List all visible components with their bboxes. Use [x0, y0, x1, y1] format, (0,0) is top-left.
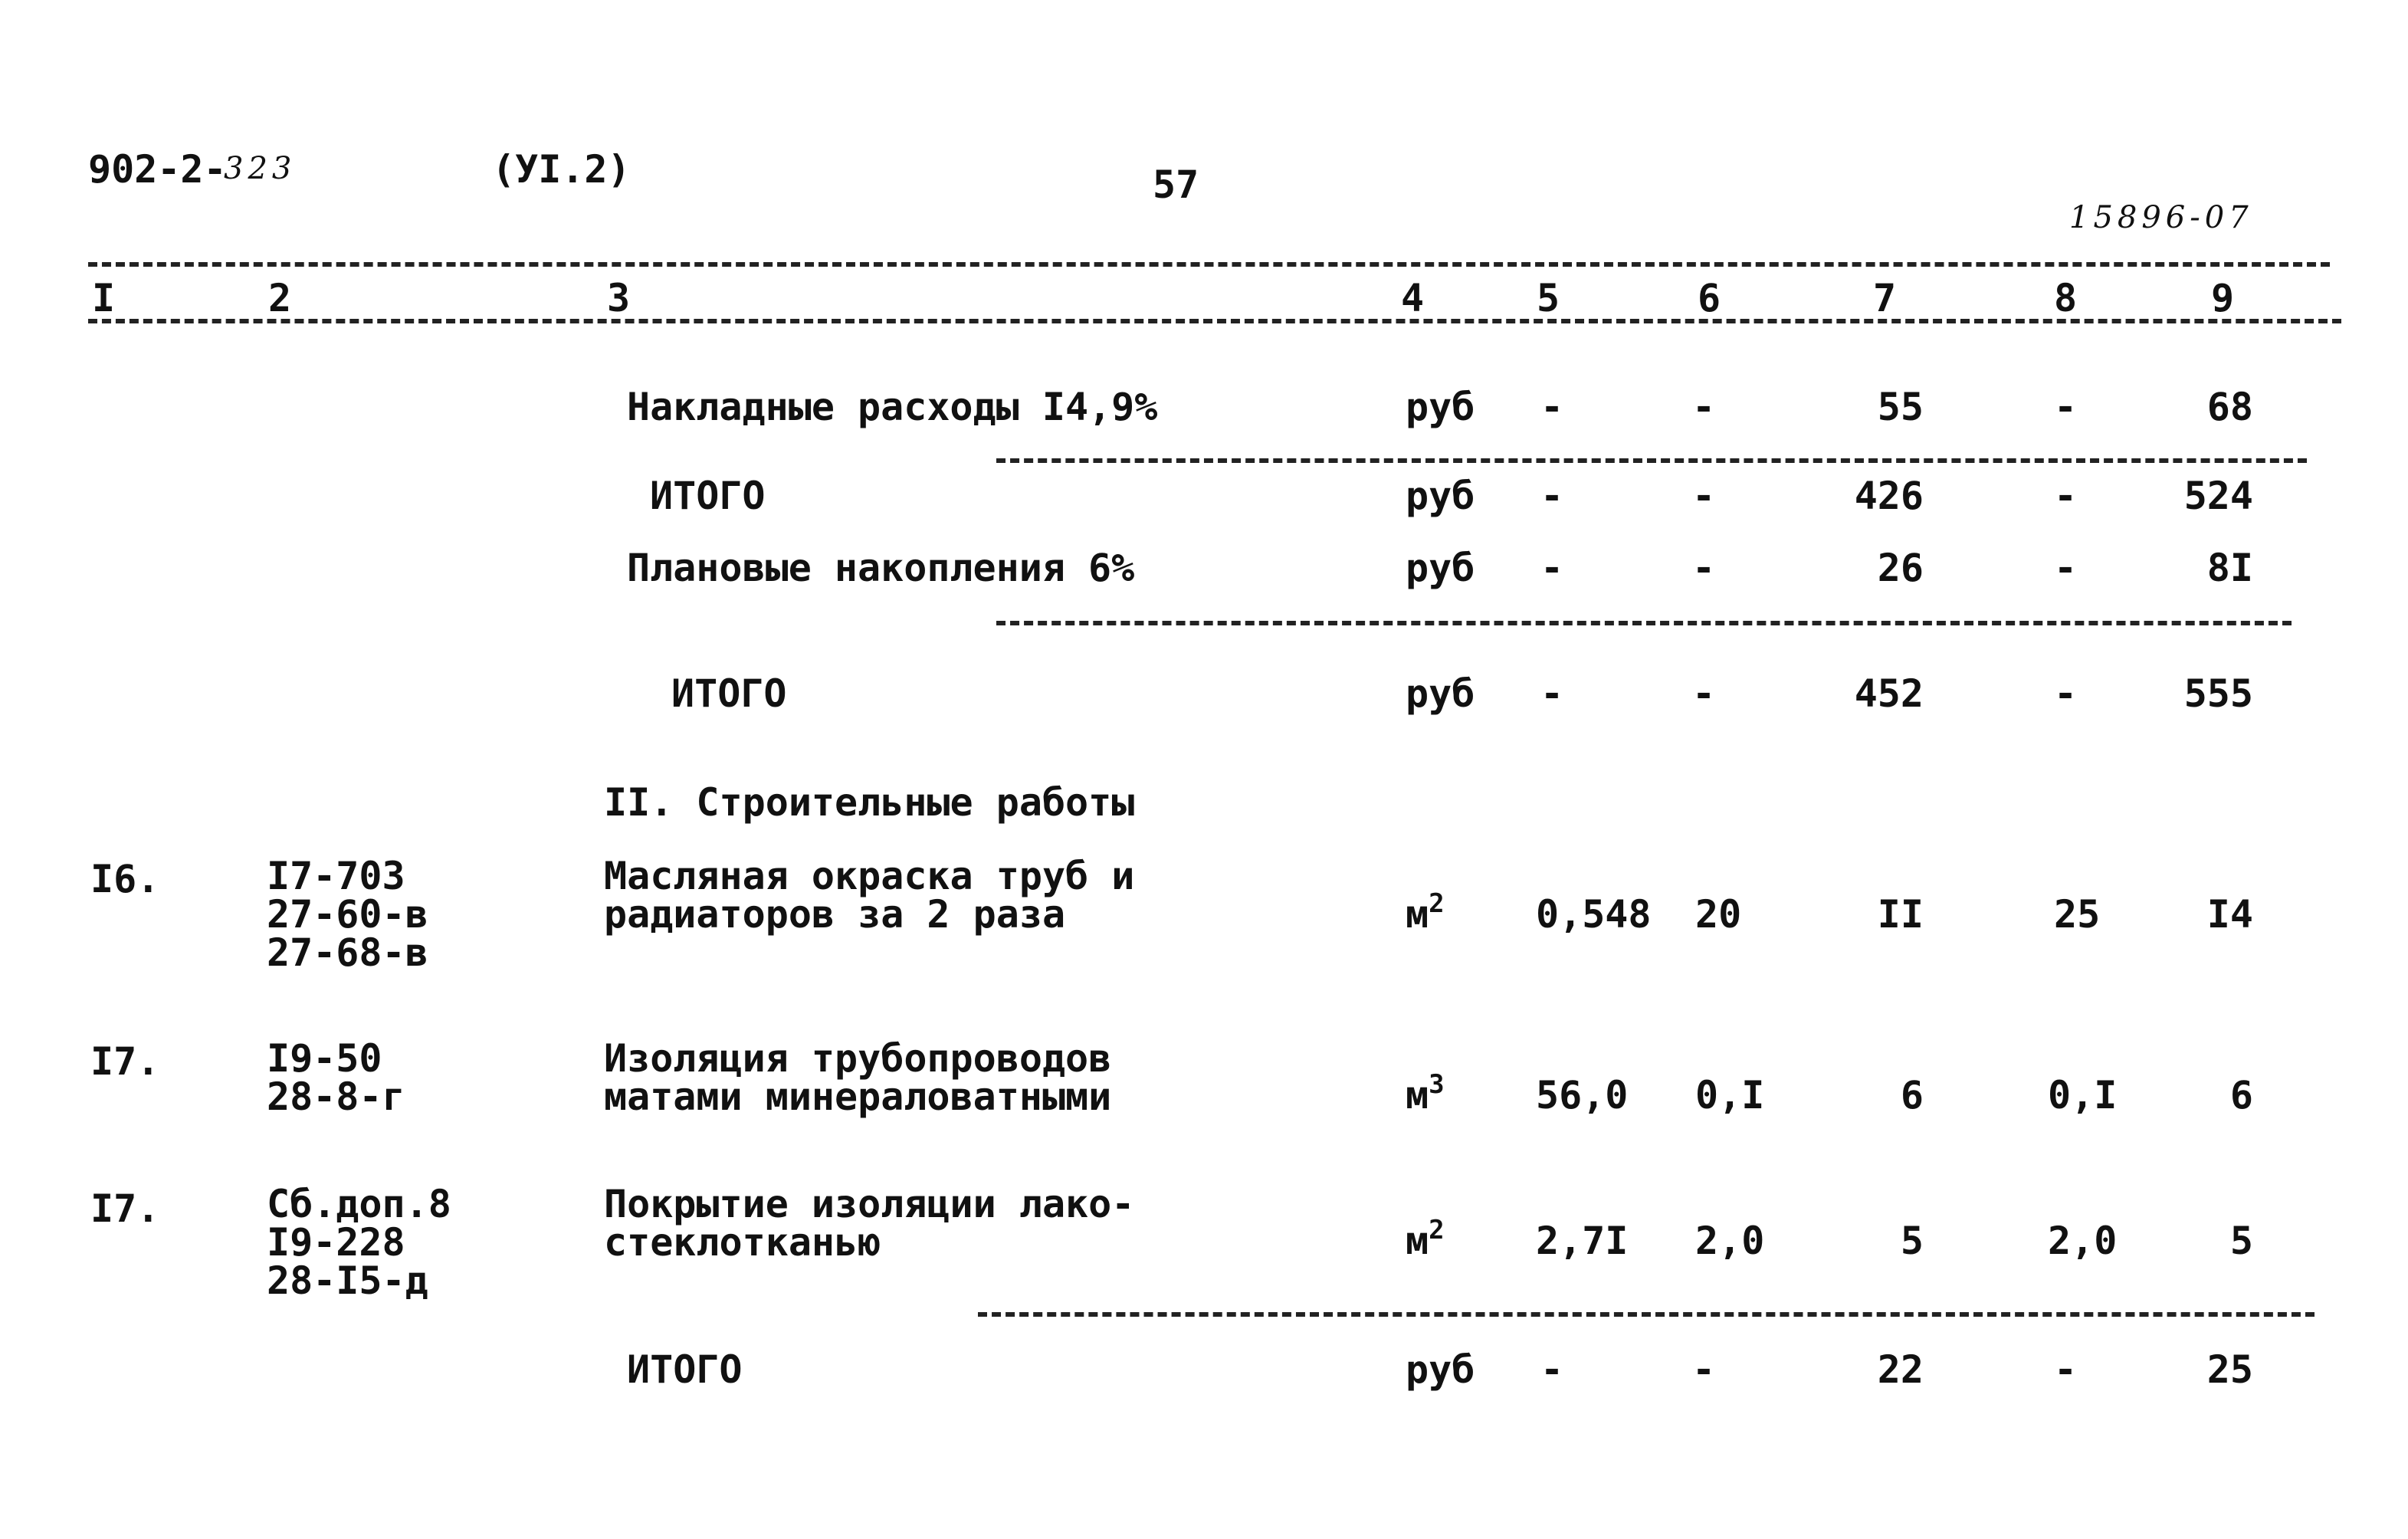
row-col6: - [1692, 474, 1716, 518]
row-col7: 452 [1854, 671, 1924, 716]
col-header-9: 9 [2211, 276, 2235, 320]
row-col7: 6 [1900, 1073, 1924, 1117]
row-name: ИТОГО [671, 671, 787, 716]
row-col5: 56,0 [1536, 1073, 1629, 1117]
row-name: Плановые накопления 6% [627, 546, 1135, 590]
row-unit: руб [1406, 1347, 1475, 1392]
row-col8: - [2054, 1347, 2078, 1392]
row-col6: - [1692, 385, 1716, 429]
row-col9: 524 [2183, 474, 2253, 518]
row-col8: - [2054, 385, 2078, 429]
row-col7: 5 [1900, 1219, 1924, 1263]
row-name: Покрытие изоляции лако- стеклотканью [604, 1182, 1135, 1265]
row-name: Масляная окраска труб и радиаторов за 2 раза [604, 854, 1135, 937]
row-name: Накладные расходы I4,9% [627, 385, 1158, 429]
row-col5: - [1540, 671, 1564, 716]
row-code: I7-703 27-60-в 27-68-в [267, 854, 428, 975]
row-number: I6. [90, 857, 160, 901]
row-unit: руб [1406, 474, 1475, 518]
row-unit: $м^2$ [1406, 888, 1445, 937]
row-col7: 26 [1877, 546, 1924, 590]
row-col7: 426 [1854, 474, 1924, 518]
col-header-4: 4 [1401, 276, 1425, 320]
row-col6: - [1692, 546, 1716, 590]
row-number: I7. [90, 1186, 160, 1231]
row-number: I7. [90, 1039, 160, 1084]
row-col5: - [1540, 1347, 1564, 1392]
row-col8: - [2054, 671, 2078, 716]
section-title: II. Строительные работы [604, 780, 1135, 825]
header-top-rule [88, 262, 2330, 267]
col-header-1: I [92, 276, 116, 320]
doc-code: 902-2- [88, 147, 227, 192]
row-col5: - [1540, 385, 1564, 429]
row-unit: $м^2$ [1406, 1215, 1445, 1263]
col-header-5: 5 [1537, 276, 1560, 320]
row-unit: руб [1406, 671, 1475, 716]
row-col8: - [2054, 474, 2078, 518]
row-col7: 22 [1877, 1347, 1924, 1392]
row-name: ИТОГО [627, 1347, 743, 1392]
row-unit: руб [1406, 546, 1475, 590]
row-col8: 25 [2054, 892, 2101, 937]
doc-code-handwritten: 323 [224, 151, 297, 186]
row-col8: 0,I [2048, 1073, 2118, 1117]
row-col6: - [1692, 1347, 1716, 1392]
row-col6: 0,I [1695, 1073, 1765, 1117]
header-bottom-rule [88, 319, 2341, 323]
row-code: Сб.доп.8 I9-228 28-I5-д [267, 1182, 451, 1303]
row-col9: 25 [2206, 1347, 2253, 1392]
row-col9: 68 [2206, 385, 2253, 429]
row-col5: 2,7I [1536, 1219, 1629, 1263]
row-col7: 55 [1877, 385, 1924, 429]
subtotal-rule [996, 621, 2292, 625]
subtotal-rule [996, 458, 2307, 463]
row-col8: 2,0 [2048, 1219, 2118, 1263]
row-col9: 555 [2183, 671, 2253, 716]
col-header-7: 7 [1873, 276, 1897, 320]
col-header-8: 8 [2054, 276, 2078, 320]
row-col9: 8I [2206, 546, 2253, 590]
stamp-number: 15896-07 [2069, 200, 2253, 235]
row-name: Изоляция трубопроводов матами минераловатными [604, 1036, 1112, 1119]
subtotal-rule [978, 1312, 2315, 1317]
row-col9: 5 [2229, 1219, 2253, 1263]
row-col5: - [1540, 474, 1564, 518]
row-col5: - [1540, 546, 1564, 590]
col-header-2: 2 [268, 276, 292, 320]
row-col7: II [1877, 892, 1924, 937]
row-col9: I4 [2206, 892, 2253, 937]
row-name: ИТОГО [650, 474, 766, 518]
col-header-3: 3 [607, 276, 631, 320]
row-unit: руб [1406, 385, 1475, 429]
row-col6: 20 [1695, 892, 1742, 937]
row-col6: - [1692, 671, 1716, 716]
row-unit: $м^3$ [1406, 1069, 1445, 1117]
row-col6: 2,0 [1695, 1219, 1765, 1263]
col-header-6: 6 [1698, 276, 1721, 320]
section-marker: (УI.2) [492, 147, 631, 192]
row-code: I9-50 28-8-г [267, 1036, 405, 1119]
page-number: 57 [1153, 162, 1199, 207]
row-col5: 0,548 [1536, 892, 1652, 937]
row-col8: - [2054, 546, 2078, 590]
row-col9: 6 [2229, 1073, 2253, 1117]
